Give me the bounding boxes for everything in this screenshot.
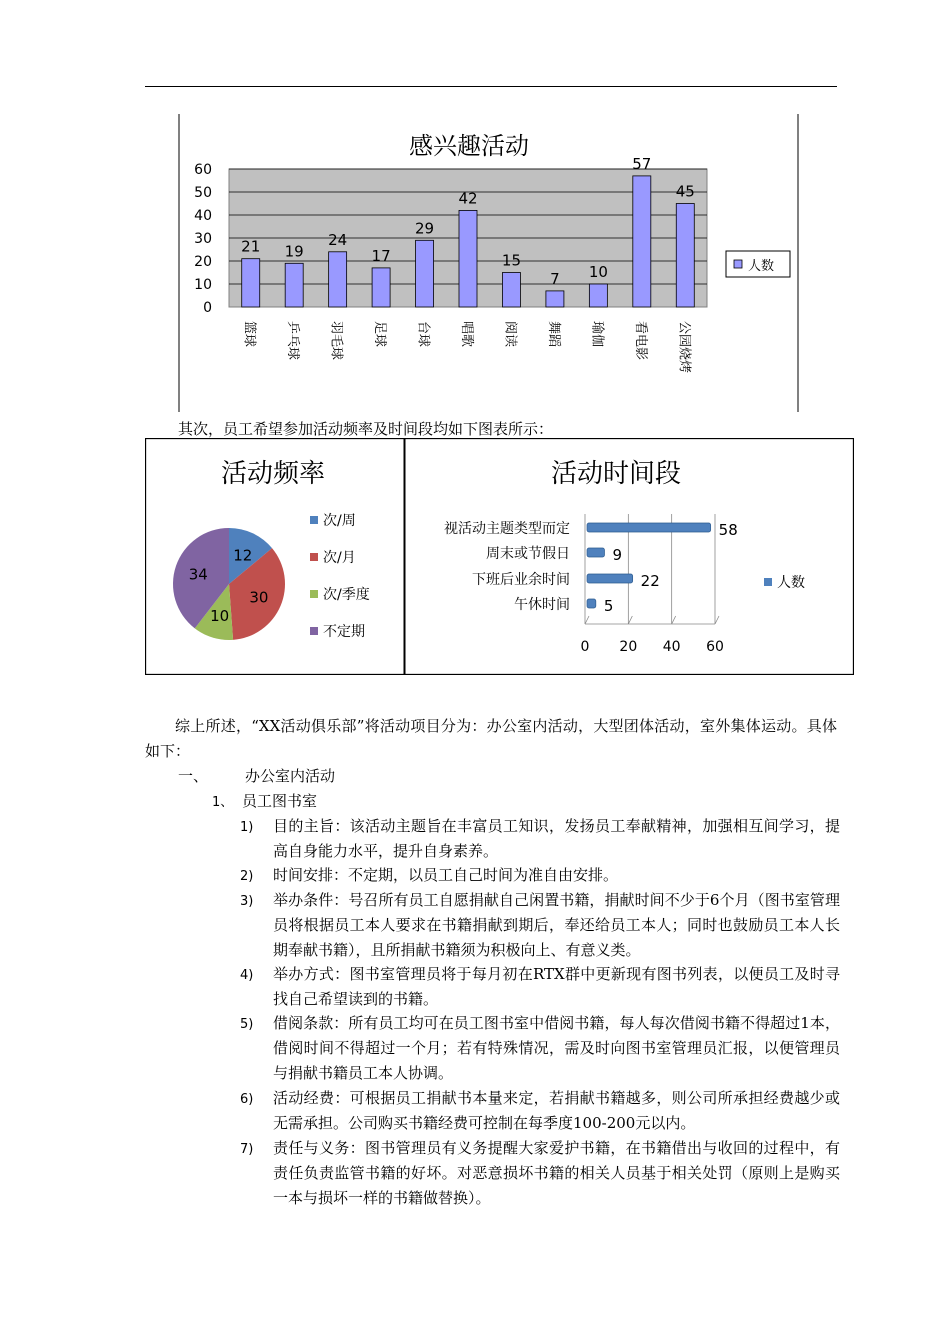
chart2-slice-label: 12 (233, 546, 253, 565)
chart3-category-label: 周末或节假日 (486, 546, 570, 562)
list-item-number: 6) (240, 1092, 254, 1107)
chart1-bar (502, 273, 520, 308)
chart3-category-label: 视活动主题类型而定 (444, 521, 570, 537)
list-item (240, 1086, 840, 1136)
chart2-title: 活动频率 (220, 459, 326, 489)
chart1-y-tick-label: 40 (194, 208, 212, 224)
chart1-category-label: 看电影 (632, 321, 648, 361)
chart1-bar (372, 268, 390, 307)
chart2-legend-label: 次/季度 (323, 587, 370, 603)
list-item-number: 5) (240, 1017, 254, 1032)
chart2-legend-swatch (310, 590, 318, 598)
chart3-category-label: 下班后业余时间 (472, 572, 570, 588)
list-item (240, 1011, 840, 1086)
chart1-legend-label: 人数 (748, 259, 775, 274)
chart1-y-tick-label: 60 (194, 162, 212, 178)
chart1-data-label: 29 (414, 219, 435, 238)
chart1-bar (546, 291, 564, 307)
chart1-bar (329, 252, 347, 307)
chart3-x-tick-label: 0 (580, 639, 590, 655)
heading-2-text: 员工图书室 (242, 792, 318, 810)
list-item-number: 3) (240, 894, 254, 909)
interest-bar-chart (178, 114, 800, 412)
chart3-bar (587, 548, 605, 557)
chart1-category-label: 阅读 (502, 321, 518, 348)
chart3-data-label: 5 (603, 597, 614, 615)
chart1-y-tick-label: 30 (194, 231, 212, 247)
heading-1-text: 办公室内活动 (245, 767, 336, 785)
frequency-time-charts (145, 438, 854, 675)
list-item (240, 863, 840, 888)
chart2-slice-label: 34 (188, 565, 208, 584)
chart1-category-label: 台球 (415, 321, 431, 348)
list-item (240, 814, 840, 864)
chart1-data-label: 45 (675, 182, 695, 201)
chart1-title: 感兴趣活动 (409, 132, 529, 160)
chart1-data-label: 42 (458, 189, 478, 208)
summary-text: 综上所述，“XX活动俱乐部”将活动项目分为：办公室内活动，大型团体活动，室外集体运动。具体如下： (145, 717, 837, 760)
chart1-bar (416, 240, 434, 307)
header-rule (145, 86, 837, 87)
chart1-category-label: 足球 (372, 321, 388, 348)
chart1-bar (459, 210, 477, 307)
chart1-category-label: 舞蹈 (545, 321, 561, 348)
chart1-category-label: 羽毛球 (328, 321, 344, 361)
chart1-y-tick-label: 10 (194, 277, 212, 293)
chart2-legend-label: 次/周 (323, 513, 356, 529)
chart3-x-tick-label: 60 (706, 639, 724, 655)
list-item-text: 责任与义务：图书管理员有义务提醒大家爱护书籍，在书籍借出与收回的过程中，有责任负责监管书籍的好坏。对恶意损坏书籍的相关人员基于相关处罚（原则上是购买一本与损坏一样的书籍做替换）。 (273, 1139, 840, 1207)
chart1-data-label: 15 (501, 251, 522, 270)
list-item (240, 962, 840, 1012)
chart3-bar (587, 599, 596, 608)
chart1-bar (676, 204, 694, 308)
chart1-legend-swatch (734, 260, 742, 268)
chart3-legend-swatch (764, 578, 772, 586)
chart1-bar (285, 263, 303, 307)
chart3-data-label: 58 (718, 521, 738, 539)
chart1-y-tick-label: 20 (194, 254, 212, 270)
heading-1 (178, 764, 578, 789)
chart-caption: 其次，员工希望参加活动频率及时间段均如下图表所示： (178, 420, 554, 438)
heading-2-number: 1、 (212, 795, 234, 810)
chart3-category-label: 午休时间 (514, 597, 570, 613)
list-item-text: 活动经费：可根据员工捐献书本量来定，若捐献书籍越多，则公司所承担经费越少或无需承担。公司购买书籍经费可控制在每季度100-200元以内。 (273, 1089, 840, 1132)
list-item-text: 举办方式：图书室管理员将于每月初在RTX群中更新现有图书列表，以便员工及时寻找自己希望读到的书籍。 (273, 965, 840, 1008)
chart1-data-label: 19 (284, 242, 304, 261)
chart1-category-label: 公园烧烤 (676, 321, 692, 374)
chart1-data-label: 7 (550, 269, 560, 288)
chart1-data-label: 24 (328, 230, 348, 249)
chart1-legend (726, 251, 790, 277)
chart2-legend-label: 次/月 (323, 550, 356, 566)
chart1-category-label: 乒乓球 (285, 321, 301, 361)
list-item-text: 目的主旨：该活动主题旨在丰富员工知识，发扬员工奉献精神，加强相互间学习，提高自身能力水平，提升自身素养。 (273, 817, 840, 860)
chart2-legend-swatch (310, 516, 318, 524)
chart1-data-label: 10 (588, 263, 608, 281)
chart1-data-label: 17 (371, 246, 391, 265)
chart3-data-label: 9 (612, 546, 623, 564)
chart3-bar (587, 574, 633, 583)
chart1-bar (633, 176, 651, 307)
chart3-legend-label: 人数 (777, 575, 805, 591)
list-item-number: 2) (240, 869, 254, 884)
heading-1-number: 一、 (178, 767, 209, 785)
list-item-text: 时间安排：不定期，以员工自己时间为准自由安排。 (273, 866, 619, 884)
chart3-title: 活动时间段 (550, 459, 682, 489)
list-item-text: 借阅条款：所有员工均可在员工图书室中借阅书籍，每人每次借阅书籍不得超过1本，借阅时间不得超过一个月；若有特殊情况，需及时向图书室管理员汇报，以便管理员与捐献书籍员工本人协调。 (273, 1014, 840, 1082)
chart2-slice-label: 30 (249, 588, 269, 607)
chart1-category-label: 唱歌 (459, 321, 474, 348)
chart3-x-tick-label: 20 (619, 639, 638, 655)
chart3-data-label: 22 (640, 572, 660, 590)
list-item-number: 7) (240, 1142, 254, 1157)
list-item (240, 888, 840, 963)
chart1-y-tick-label: 50 (194, 185, 212, 201)
heading-2 (212, 789, 612, 815)
chart2-legend-swatch (310, 553, 318, 561)
chart1-category-label: 篮球 (241, 321, 257, 348)
list-item (240, 1136, 840, 1211)
chart3-x-tick-label: 40 (662, 639, 681, 655)
list-item-text: 举办条件：号召所有员工自愿捐献自己闲置书籍，捐献时间不少于6个月（图书室管理员将根据员工本人要求在书籍捐献到期后，奉还给员工本人；同时也鼓励员工本人长期奉献书籍），且所捐献书籍须为积极向上、有意义类。 (273, 891, 840, 959)
list-item-number: 1) (240, 820, 254, 835)
list-item-number: 4) (240, 968, 254, 983)
chart2-legend-label: 不定期 (323, 624, 365, 640)
chart2-slice-label: 10 (210, 607, 230, 626)
chart1-data-label: 21 (241, 237, 261, 256)
chart3-bar (587, 523, 711, 532)
chart1-bar (242, 259, 260, 307)
summary-paragraph (145, 714, 837, 764)
chart1-bar (589, 284, 607, 307)
chart1-data-label: 57 (632, 154, 652, 173)
chart1-y-tick-label: 0 (203, 300, 212, 316)
chart1-category-label: 瑜伽 (589, 321, 605, 348)
chart2-legend-swatch (310, 627, 318, 635)
